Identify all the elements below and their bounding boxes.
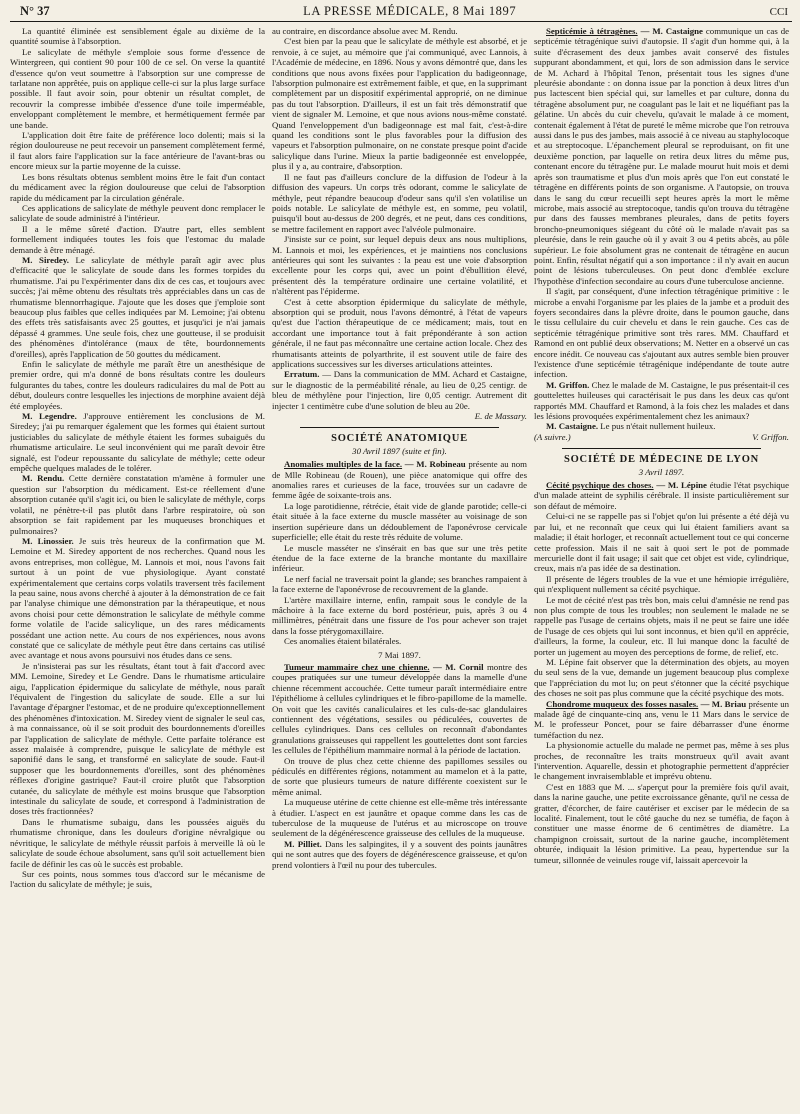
paragraph — [272, 839, 527, 870]
paragraph: au contraire, en discordance absolue avec M. Rendu. — [272, 26, 458, 36]
article-title: Anomalies multiples de la face. — [284, 459, 403, 470]
speaker-text: présente un malade âgé de cinquante-cinq ans, venu le 11 Mars dans le service de M. le professeur Poncet, pour se faire débarrasser d'une énorme tuméfaction du nez. — [534, 698, 789, 740]
speaker-text: communique un cas de septicémie tétragénique suivi d'autopsie. Il s'agit d'un homme qui, à la suite d'écrasement des deux jambes avait conservé des fistules suppurant abondamment, et qui, lors de son admission dans le service de M. Achard à l'hôpital Tenon, présentait tous les signes d'une pleurésie abondante : on donna issue par la ponction à deux litres d'un pus lactescent bien spécial qui, sur lamelles et par culture, donna du tétragène absolument pur, ne coagulant pas le lait et ne liquéfiant pas la gélatine. Un abcès du cuir chevelu, qu'avait le malade à ce moment, contenait également à l'état de pureté le même microbe que l'on retrouva aussi dans le pus des jambes, mais associé à ce niveau au staphylocoque et au streptocoque. L'épanchement pleural se reproduisant, on fit une deuxième ponction, par laquelle on retira deux litres du même pus, contenant encore du tétragène pur. Le malade mourut huit mois et demi après son traumatisme et plus d'un mois après que l'on eut constaté le tétragène en différents points de son organisme. A l'autopsie, on trouva dans le sang du cœur recueilli sept heures après la mort le même microbe, mais associé au streptocoque, tandis qu'on trouva du tétragène pur dans des fausses membranes pleurales, dans de petits foyers broncho-pneumoniques siégeant du côté où le malade n'avait pas sa pleurésie, dans le rein gauche où il y avait 3 ou 4 petits abcès, au pôle supérieur. Le foie absolument gras ne contenait de tétragène en aucun point. Enfin, résultat négatif qui a son importance : il n'y avait en aucun point de lésions tuberculeuses. On peut donc d'emblée exclure l'hypothèse d'infection secondaire au cours d'une tuberculose ancienne. — [534, 26, 789, 286]
speaker-name: M. Linossier. — [22, 535, 74, 546]
journal-title: LA PRESSE MÉDICALE, 8 Mai 1897 — [303, 4, 517, 18]
paragraph — [534, 380, 789, 422]
column-3 — [534, 26, 789, 1110]
paragraph — [10, 536, 265, 661]
speaker-name: — M. Lépine — [656, 480, 707, 491]
paragraph: Enfin le salicylate de méthyle me paraît être un anesthésique de premier ordre, qui m'a donné de bons résultats contre les douleurs fulgurantes du tabes, contre les douleurs radiculaires du mal de Pott au début, douleurs contre lesquelles les injections de morphine avaient déjà été employées. — [10, 359, 265, 411]
speaker-text: étudie l'état psychique d'un malade atteint de syphilis cérébrale. Il insiste particulièrement sur son défaut de mémoire. — [534, 480, 789, 511]
paragraph: Il présente de légers troubles de la vue et une hémiopie irrégulière, qui n'expliquent nullement sa cécité psychique. — [534, 573, 789, 595]
erratum — [272, 369, 527, 411]
paragraph: Les bons résultats obtenus semblent moins être le fait d'un contact du médicament avec la région douloureuse que celui de l'absorption rapide du médicament par la circulation générale. — [10, 171, 265, 203]
issue-number: N° 37 — [20, 4, 50, 18]
paragraph: La muqueuse utérine de cette chienne est elle-même très intéressante à étudier. L'aspect en est jaunâtre et opaque comme dans les cas de tuberculose de la muqueuse de l'utérus et au microscope on trouve seulement de la dégénérescence graisseuse des cellules de la muqueuse. — [272, 797, 527, 839]
speaker-text: Dans les salpingites, il y a souvent des points jaunâtres qui ne sont autres que des foyers de dégénérescence graisseuse, et qu'on prend volontiers à l'œil nu pour des tubercules. — [272, 838, 527, 870]
speaker-name: — M. Briau — [700, 698, 747, 709]
paragraph — [272, 459, 527, 501]
speaker-name: — M. Robineau — [404, 459, 466, 470]
paragraph: Il s'agit, par conséquent, d'une infection tétragénique primitive : le microbe a envahi l'organisme par les plaies de la jambe et a produit des foyers secondaires dans la plèvre droite, dans le poumon gauche, dans le tissu cellulaire du cuir chevelu et dans le rein gauche. Ces cas de septicémie tétragénique primitive sont très rares. MM. Chauffard et Ramond en ont publié deux observations; M. Netter en a observé un cas encore inédit. Ce nouveau cas s'ajoutant aux autres semble bien prouver l'existence d'une septicémie tétragénique indépendante de toute autre infection. — [534, 286, 789, 380]
paragraph: Je n'insisterai pas sur les résultats, étant tout à fait d'accord avec MM. Lemoine, Siredey et Le Gendre. Dans le rhumatisme articulaire aigu, l'application épidermique du salicylate de méthyle, nous paraît l'équivalent de l'ingestion du salicylate de soude. Elle a sur lui l'avantage d'épargner l'estomac, et de ne produire qu'exceptionnellement des phénomènes d'intoxication. M. Siredey vient de signaler le seul cas, à ma connaissance, où il se soit produit des bourdonnements d'oreilles par l'application de salicylate de méthyle. Cette parfaite tolérance est assez malaisée à comprendre, puisque le salicylate de méthyle est saponifié dans le sang, et transformé en salicylate de soude. Faut-il supposer que les bourdonnements d'oreilles, sont des phénomènes réflexes d'origine gastrique? Faut-il croire plutôt que l'absorption cutanée, du salicylate de méthyle est moins brusque que l'absorption intestinale du salicylate de soude, et correspond à l'administration de doses très fractionnées? — [10, 660, 265, 817]
paragraph: Le muscle masséter ne s'insérait en bas que sur une très petite étendue de la face externe de la branche montante du maxillaire inférieur. — [272, 542, 527, 574]
paragraph: J'insiste sur ce point, sur lequel depuis deux ans nous multiplions, M. Lannois et moi, les expériences, et je maintiens nos conclusions antérieures qui sont les suivantes : la peau est une voie d'absorption excellente pour les corps qui, avec un point d'ébullition élevé, présentent dès la température ordinaire une certaine volatilité, et n'altèrent pas l'épiderme. — [272, 234, 527, 297]
speaker-name: M. Siredey. — [22, 254, 69, 265]
speaker-name: M. Rendu. — [22, 473, 65, 484]
article-title: Cécité psychique des choses. — [546, 480, 654, 491]
paragraph: Ces applications de salicylate de méthyle peuvent donc remplacer le salicylate de soude administré à l'intérieur. — [10, 202, 265, 224]
speaker-name: M. Griffon. — [546, 379, 590, 390]
speaker-name: M. Pilliet. — [284, 838, 322, 849]
paragraph: La physionomie actuelle du malade ne permet pas, même à ses plus proches, de reconnaître les traits monstrueux qu'il avait avant l'intervention. Aquarelle, dessin et photographie permettent d'apprécier le changement invraisemblable et imprévu obtenu. — [534, 740, 789, 782]
speaker-text: Le pus n'était nullement huileux. — [600, 421, 716, 432]
section-date: 3 Avril 1897. — [638, 466, 685, 477]
paragraph: Le mot de cécité n'est pas très bon, mais celui d'amnésie ne rend pas non plus compte de tous les troubles; non seulement le malade ne se rappelle pas l'usage de certains objets, mais il ne peut se faire une idée de l'usage de ces objets qui lui sont inconnus, et bien qu'il en apprécie, d'ailleurs, la forme, la couleur, etc. Il lui manque donc la faculté de porter un jugement au moyen des perceptions de forme, de relief, etc. — [534, 594, 789, 657]
speaker-text: Cette dernière constatation m'amène à formuler une question sur l'absorption du médicament. Est-ce réellement d'une absorption cutanée qu'il s'agit ici, ou bien le salicylate de méthyle, corps volatil, ne pénètre-t-il pas plutôt dans l'arbre respiratoire, où son absorption se fait rapidement par les muqueuses bronchiques et pulmonaires? — [10, 473, 265, 536]
paragraph: C'est bien par la peau que le salicylate de méthyle est absorbé, et je renvoie, à ce sujet, au mémoire que j'ai communiqué, avec Lannois, à l'Académie de médecine, en 1896. Nous y avons démontré que, dans les conditions que nous avons fixées pour l'application du badigeonnage, l'absorption pulmonaire est extrêmement faible, et que, en la supprimant complètement par un dispositif expérimental approprié, on ne diminue pas du tout l'absorption. D'ailleurs, il est un fait très démonstratif que vient de signaler M. Lemoine, et que nous avions nous-même constaté. Quand l'enveloppement d'un badigeonnage est mal fait, c'est-à-dire quand les conditions sont le plus favorables pour la diffusion des vapeurs et l'absorption pulmonaire, on ne constate presque point d'acide salicylique dans l'urine. Mieux la partie badigeonnée est enveloppée, plus il y a, au contraire, d'absorption. — [272, 36, 527, 172]
paragraph: Il a le même sûreté d'action. D'autre part, elles semblent formellement indiquées toutes les fois que l'estomac du malade demande à être ménagé. — [10, 223, 265, 255]
speaker-text: J'approuve entièrement les conclusions de M. Siredey; j'ai pu remarquer également que les formes qui étaient surtout justiciables du salicylate de méthyle étaient les formes subaiguës du rhumatisme articulaire. Le seul inconvénient qui me paraît devoir être signalé, est l'odeur repoussante du salicylate de méthyle; cette odeur empêche quelques malades de le tolérer. — [10, 411, 265, 474]
paragraph — [534, 26, 789, 286]
paragraph: La loge parotidienne, rétrécie, était vide de glande parotide; celle-ci était située à la face externe du muscle masséter au voisinage de son insertion supérieure dans un dédoublement de l'aponévrose cervicale superficielle; elle était du reste très réduite de volume. — [272, 500, 527, 543]
signature-row — [534, 432, 789, 442]
text-columns — [10, 26, 792, 1110]
section-divider — [300, 427, 499, 428]
paragraph: Il ne faut pas d'ailleurs conclure de la diffusion de l'odeur à la diffusion des vapeurs. Un corps très odorant, comme le salicylate de méthyle, peut répandre beaucoup d'odeur sans qu'il s'en volatilise un poids notable. Le salicylate de méthyle est, en somme, peu volatil, puisqu'il bout au-dessus de 200 degrés, et ne peut, dans ces conditions, se mettre facilement en rapport avec l'alvéole pulmonaire. — [272, 171, 527, 234]
speaker-name: M. Legendre. — [22, 411, 77, 422]
paragraph — [10, 255, 265, 359]
speaker-text: Le salicylate de méthyle paraît agir avec plus d'efficacité que le salicylate de soude dans les formes torpides du rhumatisme. J'ai pu l'expérimenter dans dix de ces cas, et toujours avec succès; j'ai même obtenu des résultats très appréciables dans un cas de rhumatisme blennorrhagique. J'ajoute que les doses que j'emploie sont beaucoup plus faibles que celles indiquées par M. Lemoine; j'ai obtenu des effets très satisfaisants avec 25 gouttes, et jusqu'ici je n'ai jamais dépassé 4 grammes. Une seule fois, chez une goutteuse, il se produisit des phénomènes d'intolérance (maux de tête, bourdonnements d'oreilles), après l'application de 50 gouttes du médicament. — [10, 254, 265, 359]
paragraph: Le nerf facial ne traversait point la glande; ses branches rampaient à la face externe de l'aponévrose de recouvrement de la glande. — [272, 573, 527, 595]
paragraph: L'artère maxillaire interne, enfin, rampait sous le condyle de la mâchoire à la face externe du bord postérieur, puis, après 3 ou 4 millimètres, pénétrait dans une fissure de l'os pour achever son trajet dans la fosse ptérygomaxillaire. — [272, 594, 527, 636]
to-be-continued: (A suivre.) — [534, 431, 571, 442]
page-header — [10, 4, 792, 22]
paragraph — [272, 662, 527, 756]
section-title-societe-lyon: SOCIÉTÉ DE MÉDECINE DE LYON — [563, 454, 760, 466]
speaker-name: — M. Cornil — [433, 661, 484, 672]
erratum-title: Erratum. — [284, 369, 320, 380]
paragraph: Le salicylate de méthyle s'emploie sous forme d'essence de Wintergreen, qui contient 90 pour 100 de ce sel. On verse la quantité d'essence qu'on veut soumettre à l'absorption sur une compresse de tarlatane non apprêtée, puis on applique celle-ci sur la plus large surface possible. Il faut avoir soin, pour obtenir un résultat complet, de recouvrir la compresse imbibée d'essence d'une toile imperméable, enveloppant complètement le membre, et hermétiquement fermée par une bande. — [10, 46, 265, 130]
paragraph: Celui-ci ne se rappelle pas si l'objet qu'on lui présente a été déjà vu par lui, et ne reconnaît que ceux qui lui étaient familiers avant sa maladie; il était horloger, et reconnaît actuellement tout ce qui concerne cette profession. Mais il ne sait à quoi sert le pot de pommade mercurielle dont il fait usage; il sait que cet objet est vide, cylindrique, creux, mais n'a pas idée de sa destination. — [534, 511, 789, 574]
paragraph — [10, 473, 265, 535]
paragraph — [10, 411, 265, 473]
paragraph: M. Lépine fait observer que la détermination des objets, au moyen du seul sens de la vue, demande un jugement beaucoup plus complexe que l'appréciation du mot lu; on peut s'étonner que la cécité psychique des choses ne soit pas plus commune que la cécité psychique des mots. — [534, 656, 789, 699]
section-divider — [562, 448, 761, 449]
speaker-text: présente au nom de Mlle Robineau (de Rouen), une pièce anatomique qui offre des anomalies rares et curieuses de la face, trouvées sur un cadavre de femme âgée de soixante-trois ans. — [272, 459, 527, 501]
author-signature: V. Griffon. — [752, 431, 789, 442]
paragraph: C'est à cette absorption épidermique du salicylate de méthyle, absorption qui se produit, nous l'avons démontré, à l'état de vapeurs qu'est due l'action thérapeutique de ce médicament; mais, tout en accordant une importance tout à fait prépondérante à son action générale, il ne faut pas méconnaître une certaine action locale. Chez des rhumatisants atteints de polyarthrite, il est souvent utile de faire des applications successives sur les diverses articulations atteintes. — [272, 296, 527, 369]
speaker-text: Je suis très heureux de la confirmation que M. Lemoine et M. Siredey apportent de nos recherches. Quand nous les avons entreprises, mon collègue, M. Lannois et moi, nous l'avons fait surtout à un point de vue physiologique. Ayant constaté expérimentalement que certains corps volatils traversent très facilement la peau saine, nous avons cherché à ajouter à la démonstration de ce fait par l'analyse chimique une démonstration par la thérapeutique, et nous avons choisi pour cette démonstration le salicylate de méthyle comme forme volatile de l'acide salicylique, un des rares médicaments possédant une action nette. Au cours de nos expériences, nous avons constaté que ce salicylate de méthyle peut être dans certains cas utilisé avec avantage et nous avons poursuivi nos études dans ce sens. — [10, 535, 265, 661]
speaker-name: M. Castaigne. — [546, 421, 599, 432]
speaker-text: Chez le malade de M. Castaigne, le pus présentait-il ces gouttelettes huileuses qui caractérisait le pus dans les deux cas qu'ont rapportés MM. Chauffard et Ramond, à la fois chez les malades et dans les lésions provoquées expérimentalement chez les animaux? — [534, 379, 789, 422]
page-number: CCI — [769, 6, 788, 18]
paragraph: Sur ces points, nous sommes tous d'accord sur le mécanisme de l'action du salicylate de méthyle; je suis, — [10, 868, 265, 890]
paragraph — [534, 699, 789, 741]
paragraph: Ces anomalies étaient bilatérales. — [284, 636, 402, 647]
erratum-text: — Dans la communication de MM. Achard et Castaigne, sur le diagnostic de la perméabilité rénale, au lieu de 0,25 centigr. de bleu de méthylène pour l'injection, lire 0,05 centigr. Autrement dit injecter 1 centimètre cube d'une solution de bleu au 20e. — [272, 369, 527, 411]
paragraph: On trouve de plus chez cette chienne des papillomes sessiles ou pédiculés en différentes régions, notamment au mamelon et à la patte, de sorte que plusieurs tumeurs de nature différente coexistent sur le même animal. — [272, 755, 527, 797]
paragraph: La quantité éliminée est sensiblement égale au dixième de la quantité soumise à l'absorption. — [10, 26, 265, 47]
article-title: Chondrome muqueux des fosses nasales. — [546, 698, 699, 709]
paragraph — [534, 480, 789, 511]
paragraph: L'application doit être faite de préférence loco dolenti; mais si la région douloureuse ne peut recevoir un pansement complètement fermé, il faut alors faire l'application sur la face antérieure de l'avant-bras ou encore mieux sur la partie moyenne de la cuisse. — [10, 130, 265, 172]
sub-date: 7 Mai 1897. — [378, 649, 421, 660]
paragraph: Dans le rhumatisme subaigu, dans les poussées aiguës du rhumatisme chronique, dans les douleurs d'origine névralgique ou névritique, le salicylate de méthyle réussit parfois à merveille là où le salicylate de soude échoue absolument, sans qu'il soit actuellement bien facile de définir les cas où le succès est probable. — [10, 816, 265, 869]
article-title: Septicémie à tétragènes. — [546, 26, 638, 36]
column-1 — [10, 26, 265, 1110]
article-title: Tumeur mammaire chez une chienne. — [284, 661, 430, 672]
paragraph — [534, 421, 789, 431]
section-date: 30 Avril 1897 (suite et fin). — [352, 445, 447, 456]
speaker-text: montre des coupes pratiquées sur une tumeur développée dans la mamelle d'une chienne récemment accouchée. Cette tumeur paraît intermédiaire entre l'épithéliome à cellules cylindriques et le fibro-papillome de la mamelle. On voit que les cavités canaliculaires et les culs-de-sac glandulaires contiennent des végétations, sessiles ou pédiculées, couvertes de cellules cylindriques. Dans ces cellules on reconnaît d'abondantes granulations graisseuses qui rappellent les gouttelettes dont sont farcies les cellules de l'épithélium mammaire normal à la période de lactation. — [272, 661, 527, 756]
speaker-name: — M. Castaigne — [640, 26, 703, 36]
erratum-signature: E. de Massary. — [474, 411, 527, 422]
paragraph: C'est en 1883 que M. ... s'aperçut pour la première fois qu'il avait, dans la narine gauche, une petite excroissance gênante, qu'il ne cessa de gratter, d'écorcher, de faire cautériser et exciser par le médecin de sa localité. Finalement, tout le côté gauche du nez se tuméfia, de façon à constituer une masse énorme de 6 centimètres de diamètre. La champignon croissait, surtout de la narine gauche, incomplètement obturée, indiquait la lésion primitive. La peau, hypertendue sur la tumeur, sillonnée de veinules rouge vif, laissait apercevoir la — [534, 781, 789, 865]
column-2 — [272, 26, 527, 1110]
section-title-societe-anatomique: SOCIÉTÉ ANATOMIQUE — [331, 433, 468, 445]
